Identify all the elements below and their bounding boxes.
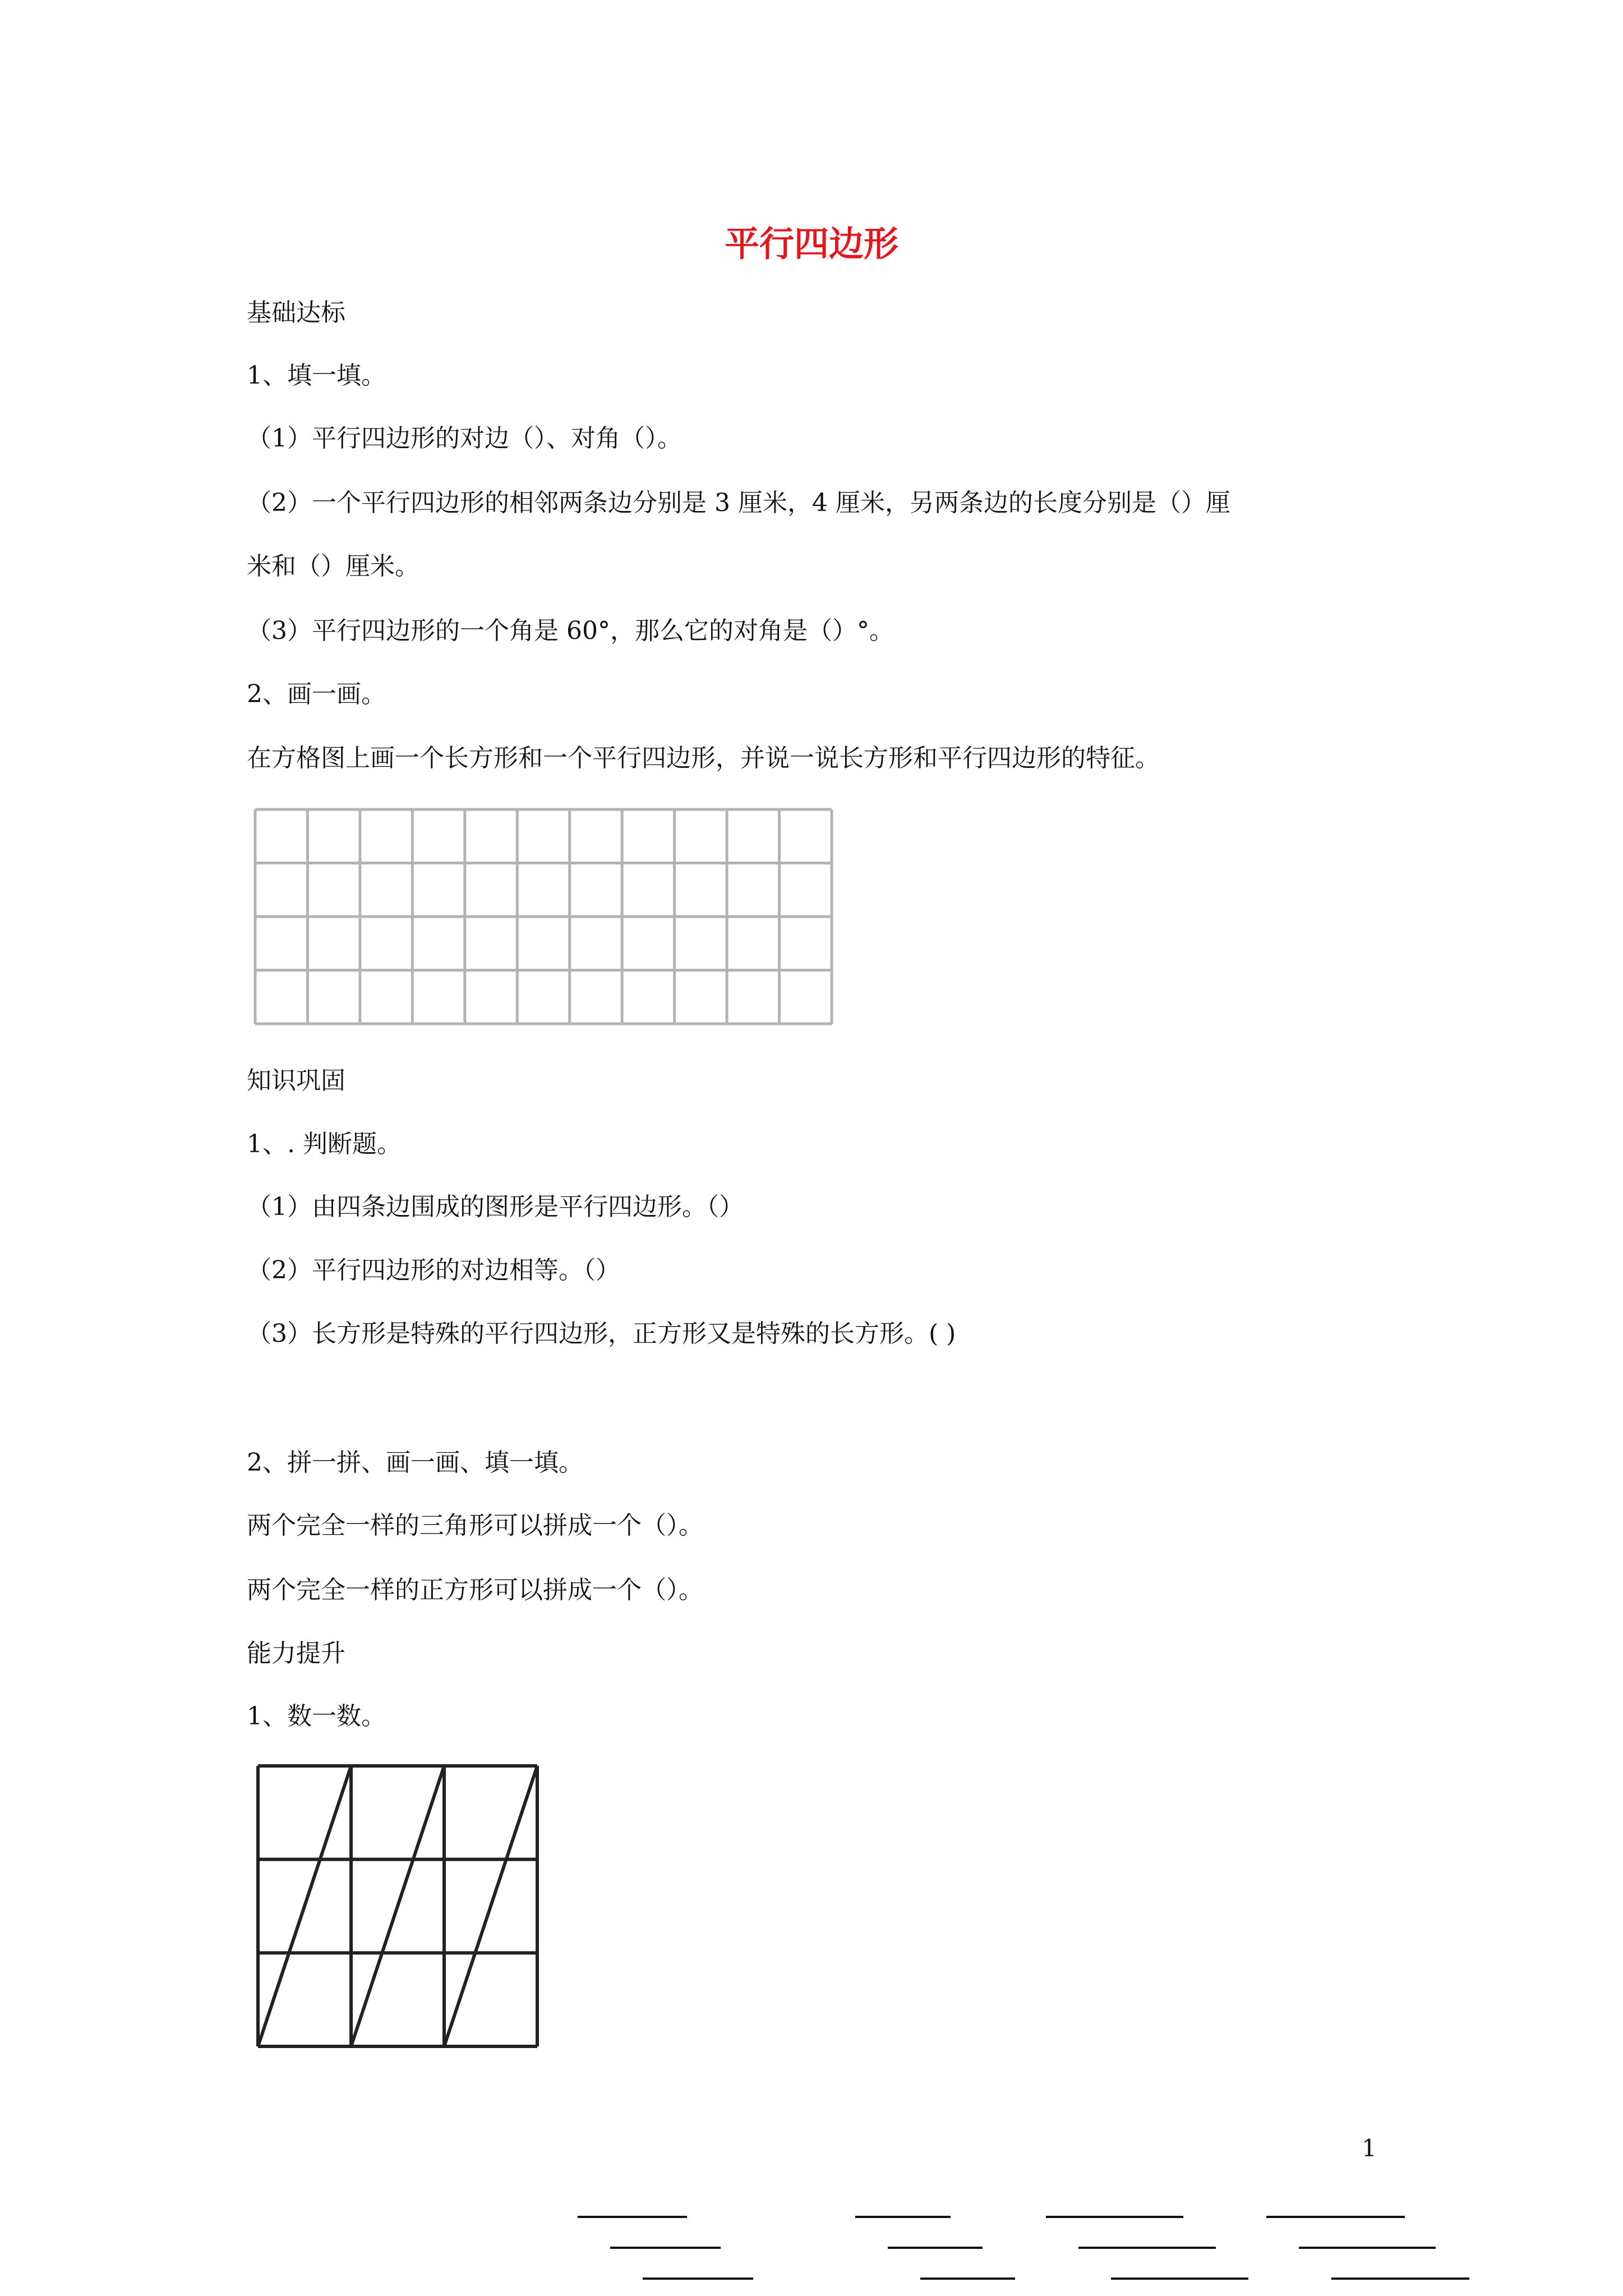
question-line: （1）平行四边形的对边（）、对角（）。 bbox=[247, 424, 682, 453]
figure-line-diagonal bbox=[351, 1766, 444, 2046]
question-line: （2）平行四边形的对边相等。（） bbox=[247, 1256, 620, 1285]
question-draw: 2、画一画。 bbox=[247, 680, 386, 708]
question-judge: 1、. 判断题。 bbox=[247, 1130, 402, 1158]
question-line: （2）一个平行四边形的相邻两条边分别是 3 厘米，4 厘米，另两条边的长度分别是（）厘 bbox=[247, 489, 1230, 517]
question-line: （1）由四条边围成的图形是平行四边形。（） bbox=[247, 1193, 744, 1221]
section-heading-basic: 基础达标 bbox=[247, 298, 345, 327]
question-fill-in: 1、填一填。 bbox=[247, 361, 386, 390]
question-line: （3）长方形是特殊的平行四边形，正方形又是特殊的长方形。( ) bbox=[247, 1319, 956, 1348]
figure-line-diagonal bbox=[258, 1766, 351, 2046]
question-line: 两个完全一样的正方形可以拼成一个（）。 bbox=[247, 1576, 703, 1604]
section-heading-advance: 能力提升 bbox=[247, 1639, 345, 1668]
question-line: 在方格图上画一个长方形和一个平行四边形，并说一说长方形和平行四边形的特征。 bbox=[247, 744, 1160, 772]
question-assemble: 2、拼一拼、画一画、填一填。 bbox=[247, 1448, 583, 1477]
question-line: （3）平行四边形的一个角是 60°，那么它的对角是（）°。 bbox=[247, 616, 894, 645]
page-title: 平行四边形 bbox=[724, 223, 898, 264]
figure-line-diagonal bbox=[444, 1766, 537, 2046]
question-count: 1、数一数。 bbox=[247, 1702, 386, 1731]
question-line: 米和（）厘米。 bbox=[247, 552, 419, 581]
question-line: 两个完全一样的三角形可以拼成一个（）。 bbox=[247, 1511, 703, 1540]
page-number: 1 bbox=[1362, 2134, 1377, 2162]
section-heading-consolidate: 知识巩固 bbox=[247, 1066, 345, 1095]
